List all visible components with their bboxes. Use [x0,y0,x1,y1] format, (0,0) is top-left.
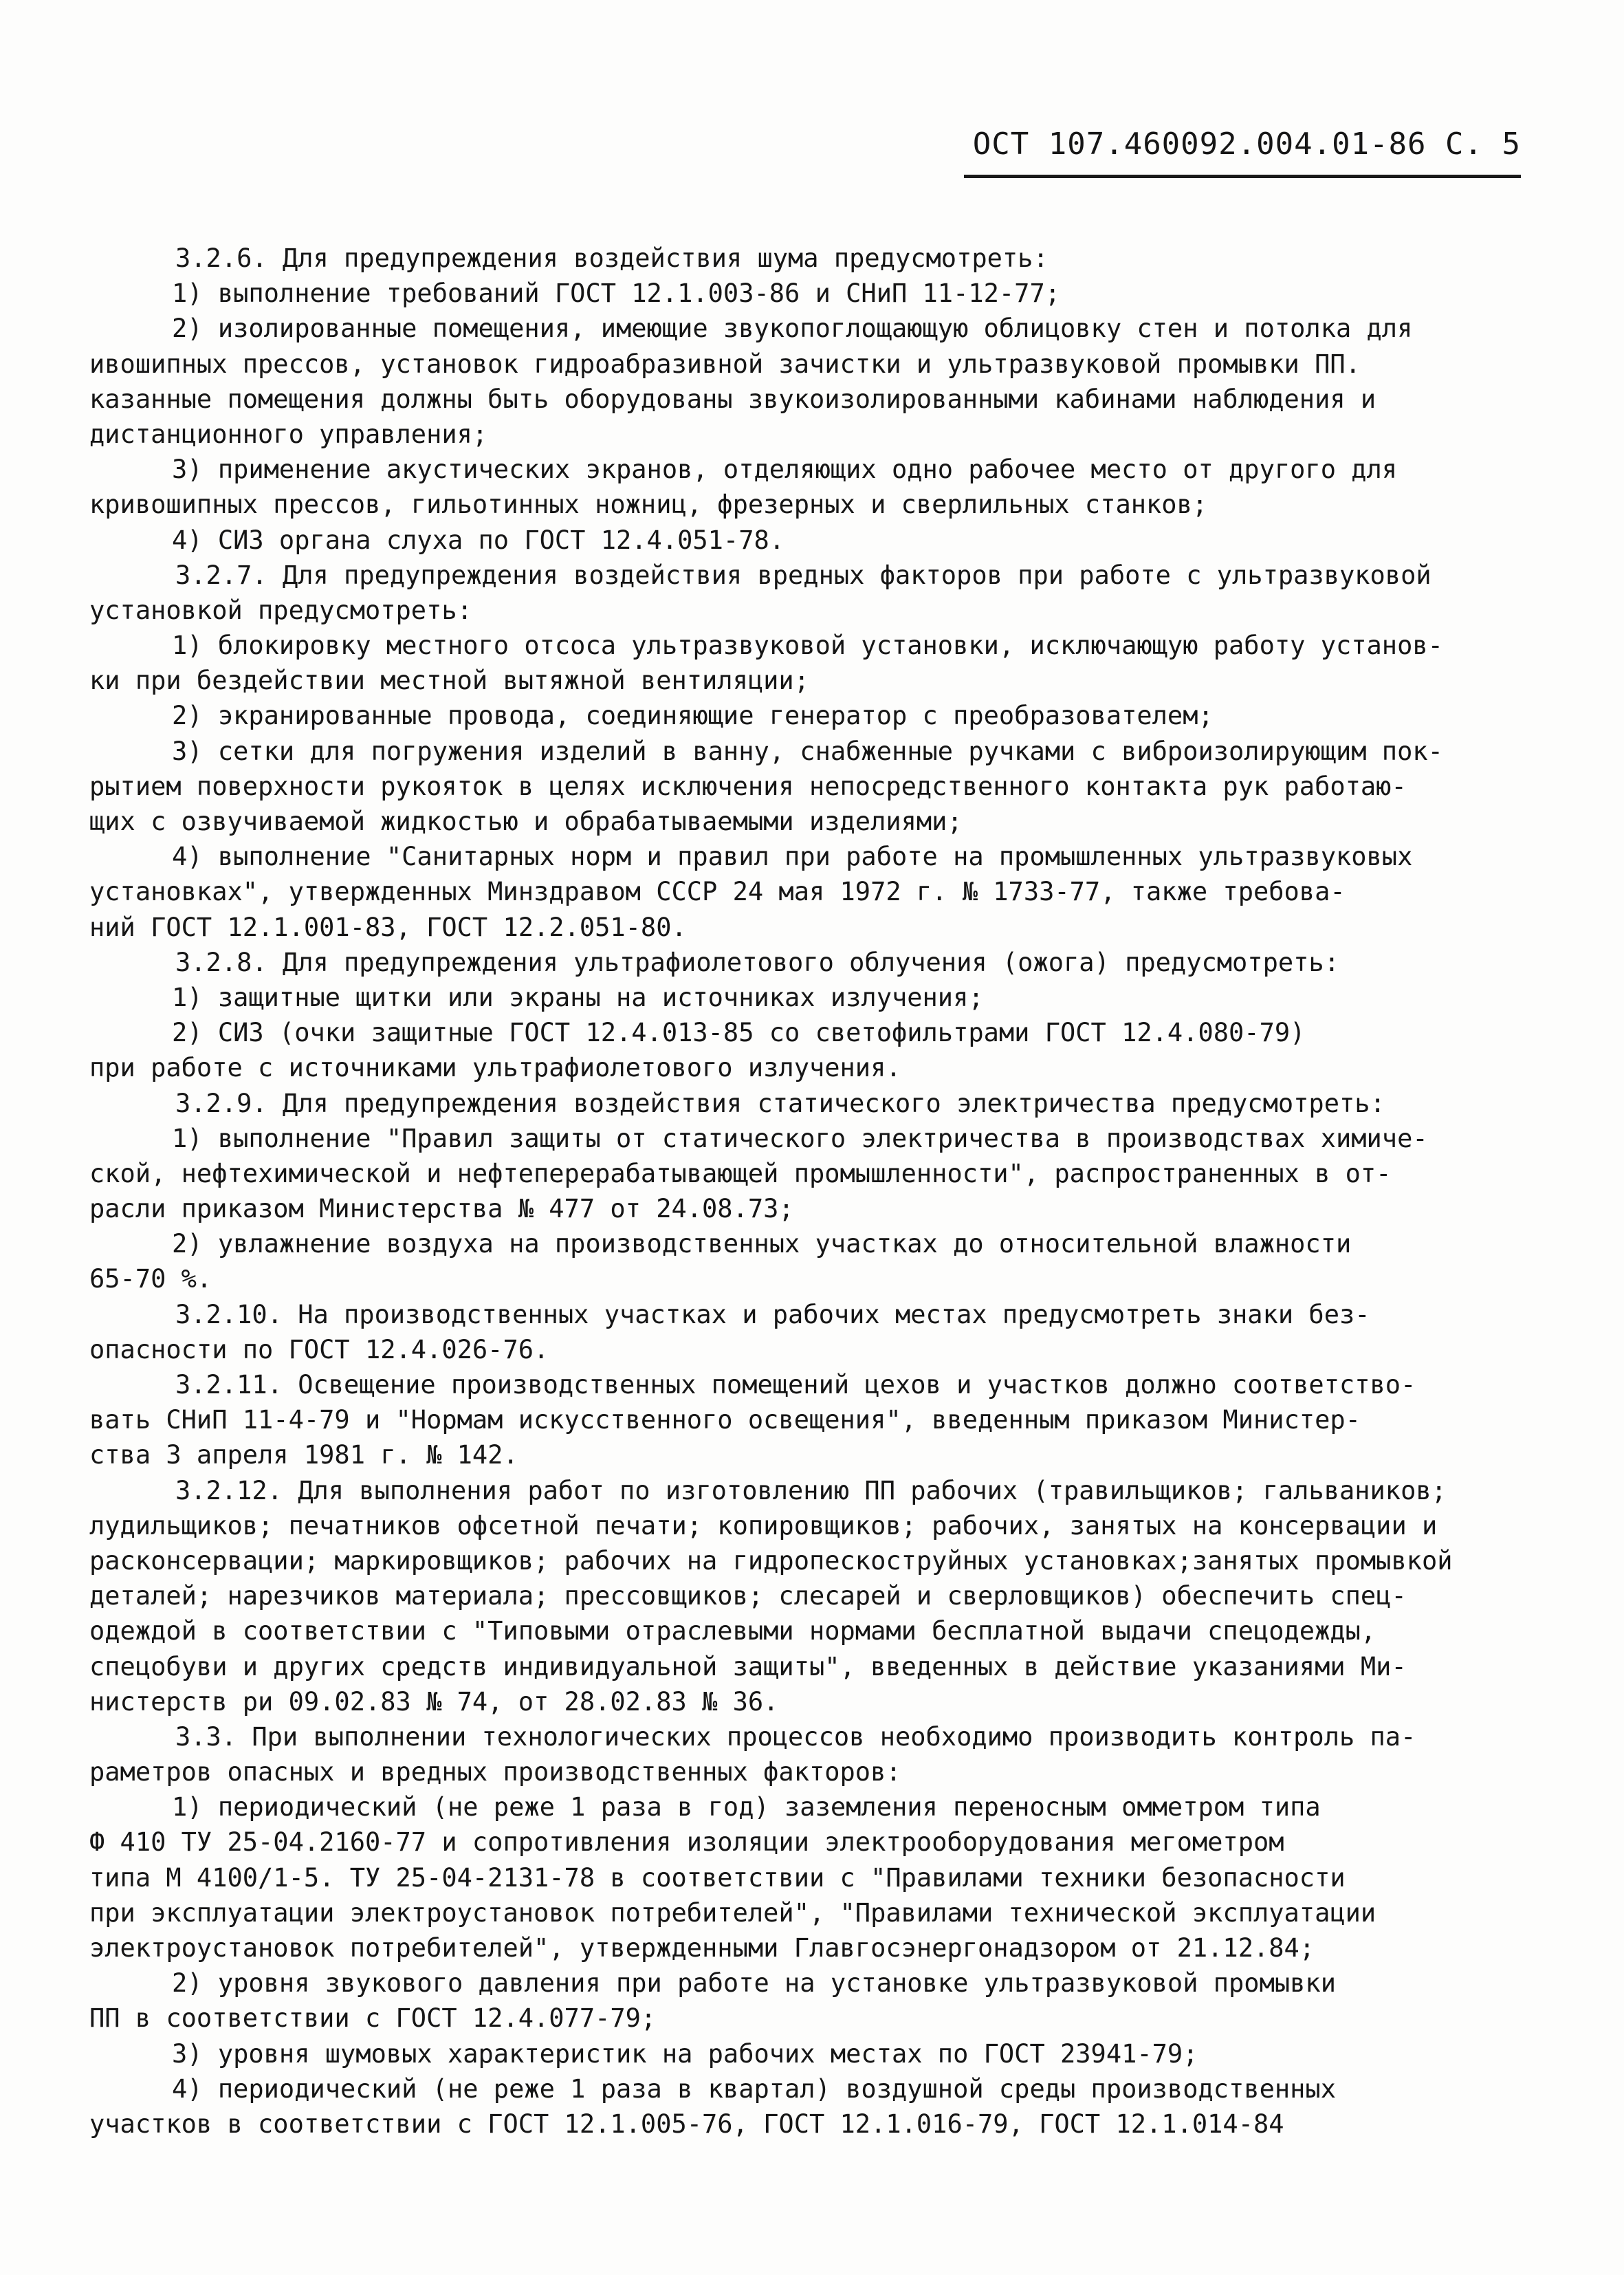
text-line: вать СНиП 11-4-79 и "Нормам искусственного освещения", введенным приказом Министер- [89,1405,1361,1435]
text-line: 4) СИЗ органа слуха по ГОСТ 12.4.051-78. [172,525,785,555]
text-line: ки при бездействии местной вытяжной вентиляции; [89,666,809,696]
text-line: казанные помещения должны быть оборудованы звукоизолированными кабинами наблюдения и [89,384,1376,414]
text-line: щих с озвучиваемой жидкостью и обрабатываемыми изделиями; [89,807,963,836]
text-line: кривошипных прессов, гильотинных ножниц, фрезерных и сверлильных станков; [89,490,1208,520]
text-line: 3.2.8. Для предупреждения ультрафиолетового облучения (ожога) предусмотреть: [175,947,1339,977]
text-line: электроустановок потребителей", утвержденными Главгосэнергонадзором от 21.12.84; [89,1933,1315,1963]
text-line: 3.2.9. Для предупреждения воздействия статического электричества предусмотреть: [175,1088,1385,1118]
text-line: 3.2.10. На производственных участках и рабочих местах предусмотреть знаки без- [175,1299,1370,1329]
text-line: опасности по ГОСТ 12.4.026-76. [89,1334,549,1364]
text-line: ивошипных прессов, установок гидроабразивной зачистки и ультразвуковой промывки ПП. [89,349,1361,379]
text-line: ний ГОСТ 12.1.001-83, ГОСТ 12.2.051-80. [89,912,687,942]
text-line: расконсервации; маркировщиков; рабочих на гидропескоструйных установках;занятых промывкой [89,1545,1453,1576]
text-line: при эксплуатации электроустановок потребителей", "Правилами технической эксплуатации [89,1897,1376,1928]
text-line: 1) выполнение "Правил защиты от статического электричества в производствах химиче- [172,1123,1428,1153]
text-line: 1) блокировку местного отсоса ультразвуковой установки, исключающую работу установ- [172,631,1443,661]
text-line: 3) уровня шумовых характеристик на рабочих местах по ГОСТ 23941-79; [172,2038,1198,2069]
text-line: участков в соответствии с ГОСТ 12.1.005-76, ГОСТ 12.1.016-79, ГОСТ 12.1.014-84 [89,2109,1284,2139]
header-underline [964,175,1521,178]
text-line: 3.2.7. Для предупреждения воздействия вредных факторов при работе с ультразвуковой [175,560,1431,590]
text-line: дистанционного управления; [89,419,488,449]
text-line: 2) изолированные помещения, имеющие звукопоглощающую облицовку стен и потолка для [172,314,1413,344]
text-line: раметров опасных и вредных производственных факторов: [89,1757,901,1787]
text-line: 4) выполнение "Санитарных норм и правил при работе на промышленных ультразвуковых [172,842,1413,872]
text-line: одеждой в соответствии с "Типовыми отраслевыми нормами бесплатной выдачи спецодежды, [89,1616,1376,1646]
text-line: 3) сетки для погружения изделий в ванну, снабженные ручками с виброизолирующим пок- [172,736,1443,766]
text-line: расли приказом Министерства № 477 от 24.08.73; [89,1194,794,1224]
text-line: 3.2.11. Освещение производственных помещений цехов и участков должно соответство- [175,1370,1416,1400]
text-line: при работе с источниками ультрафиолетового излучения. [89,1053,901,1083]
text-line: типа М 4100/1-5. ТУ 25-04-2131-78 в соответствии с "Правилами техники безопасности [89,1862,1346,1893]
text-line: лудильщиков; печатников офсетной печати; копировщиков; рабочих, занятых на консервации и [89,1510,1438,1541]
text-line: установках", утвержденных Минздравом СССР 24 мая 1972 г. № 1733-77, также требова- [89,877,1346,907]
text-line: деталей; нарезчиков материала; прессовщиков; слесарей и сверловщиков) обеспечить спец- [89,1581,1407,1611]
document-body [89,241,1533,2142]
text-line: ПП в соответствии с ГОСТ 12.4.077-79; [89,2003,657,2034]
text-line: 2) увлажнение воздуха на производственных участках до относительной влажности [172,1229,1352,1259]
text-line: 1) периодический (не реже 1 раза в год) заземления переносным омметром типа [172,1792,1321,1822]
text-line: ства 3 апреля 1981 г. № 142. [89,1440,518,1470]
text-line: Ф 410 ТУ 25-04.2160-77 и сопротивления изоляции электрооборудования мегометром [89,1827,1284,1858]
text-line: 3.3. При выполнении технологических процессов необходимо производить контроль па- [175,1721,1416,1752]
text-line: 3) применение акустических экранов, отделяющих одно рабочее место от другого для [172,455,1398,485]
text-line: 1) выполнение требований ГОСТ 12.1.003-86 и СНиП 11-12-77; [172,279,1061,309]
text-line: 65-70 %. [89,1264,212,1294]
text-line: 4) периодический (не реже 1 раза в квартал) воздушной среды производственных [172,2073,1336,2104]
text-line: установкой предусмотреть: [89,595,472,625]
text-line: 1) защитные щитки или экраны на источниках излучения; [172,982,984,1012]
text-line: 2) СИЗ (очки защитные ГОСТ 12.4.013-85 со светофильтрами ГОСТ 12.4.080-79) [172,1018,1306,1048]
text-line: 3.2.6. Для предупреждения воздействия шума предусмотреть: [175,243,1049,273]
text-line: 3.2.12. Для выполнения работ по изготовлению ПП рабочих (травильщиков; гальваников; [175,1475,1447,1505]
text-line: нистерств ри 09.02.83 № 74, от 28.02.83 № 36. [89,1686,779,1717]
text-line: ской, нефтехимической и нефтеперерабатывающей промышленности", распространенных в от- [89,1158,1392,1188]
text-line: 2) экранированные провода, соединяющие генератор с преобразователем; [172,701,1214,731]
page-header-designation: ОСТ 107.460092.004.01-86 С. 5 [972,127,1521,162]
text-line: 2) уровня звукового давления при работе на установке ультразвуковой промывки [172,1968,1336,1999]
text-line: спецобуви и других средств индивидуальной защиты", введенных в действие указаниями Ми- [89,1651,1407,1681]
text-line: рытием поверхности рукояток в целях исключения непосредственного контакта рук работаю- [89,771,1407,801]
